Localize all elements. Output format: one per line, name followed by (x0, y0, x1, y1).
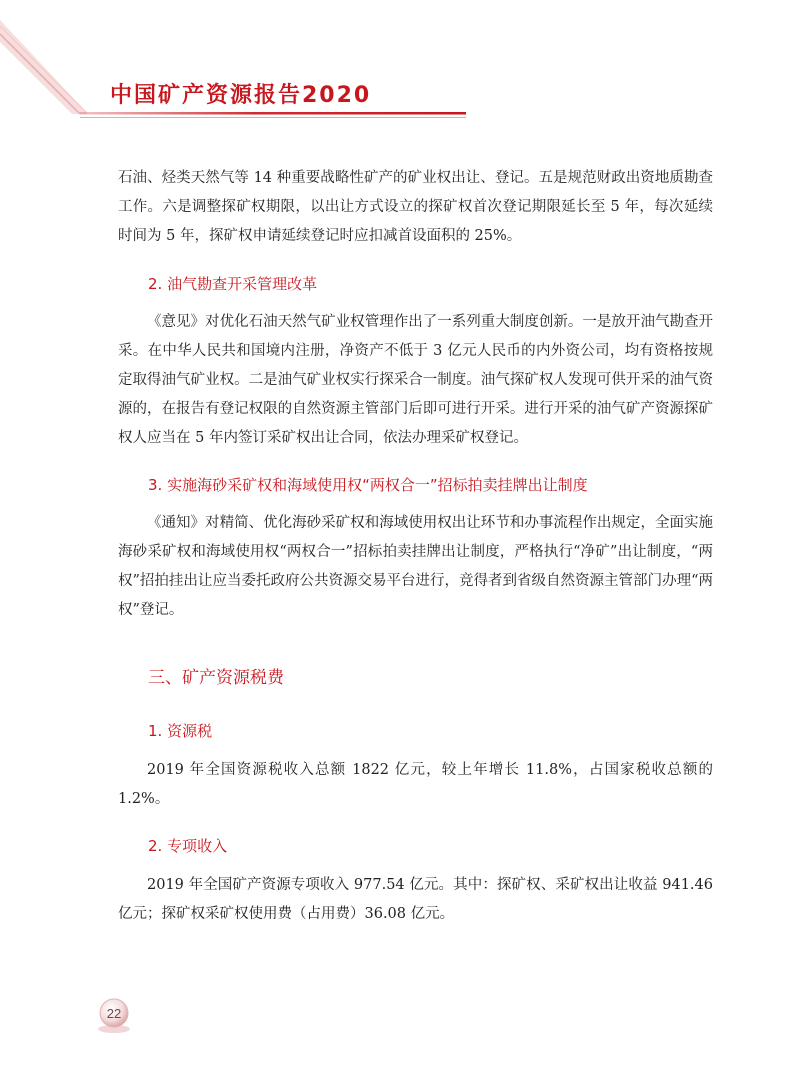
page-content (118, 164, 713, 929)
header-decoration (0, 0, 793, 130)
report-title: 中国矿产资源报告2020 (110, 83, 372, 108)
paragraph-intro: 石油、烃类天然气等 14 种重要战略性矿产的矿业权出让、登记。五是规范财政出资地质勘查工作。六是调整探矿权期限，以出让方式设立的探矿权首次登记期限延长至 5 年，每次延续时间为 5 年，探矿权申请延续登记时应扣减首设面积的 25%。 (118, 170, 713, 244)
paragraph-special-income: 2019 年全国矿产资源专项收入 977.54 亿元。其中：探矿权、采矿权出让收益 941.46 亿元；探矿权采矿权使用费（占用费）36.08 亿元。 (118, 877, 713, 922)
heading-section-3: 三、矿产资源税费 (148, 668, 284, 688)
paragraph-sea-sand: 《通知》对精简、优化海砂采矿权和海域使用权出让环节和办事流程作出规定，全面实施海砂采矿权和海域使用权“两权合一”招标拍卖挂牌出让制度，严格执行“净矿”出让制度，“两权”招拍挂出让应当委托政府公共资源交易平台进行，竞得者到省级自然资源主管部门办理“两权”登记。 (118, 515, 713, 618)
paragraph-oil-gas: 《意见》对优化石油天然气矿业权管理作出了一系列重大制度创新。一是放开油气勘查开采。在中华人民共和国境内注册，净资产不低于 3 亿元人民币的内外资公司，均有资格按规定取得油气矿业权。二是油气矿业权实行探采合一制度。油气探矿权人发现可供开采的油气资源的，在报告有登记权限的自然资源主管部门后即可进行开采。进行开采的油气矿产资源探矿权人应当在 5 年内签订采矿权出让合同，依法办理采矿权登记。 (118, 314, 713, 446)
page-number: 22 (106, 1006, 122, 1021)
heading-oil-gas: 2. 油气勘查开采管理改革 (148, 275, 318, 293)
heading-special-income: 2. 专项收入 (148, 837, 228, 855)
page-number-badge (94, 996, 134, 1036)
paragraph-resource-tax: 2019 年全国资源税收入总额 1822 亿元，较上年增长 11.8%，占国家税收总额的 1.2%。 (118, 762, 713, 807)
heading-sea-sand: 3. 实施海砂采矿权和海域使用权“两权合一”招标拍卖挂牌出让制度 (148, 476, 588, 494)
heading-resource-tax: 1. 资源税 (148, 722, 213, 740)
